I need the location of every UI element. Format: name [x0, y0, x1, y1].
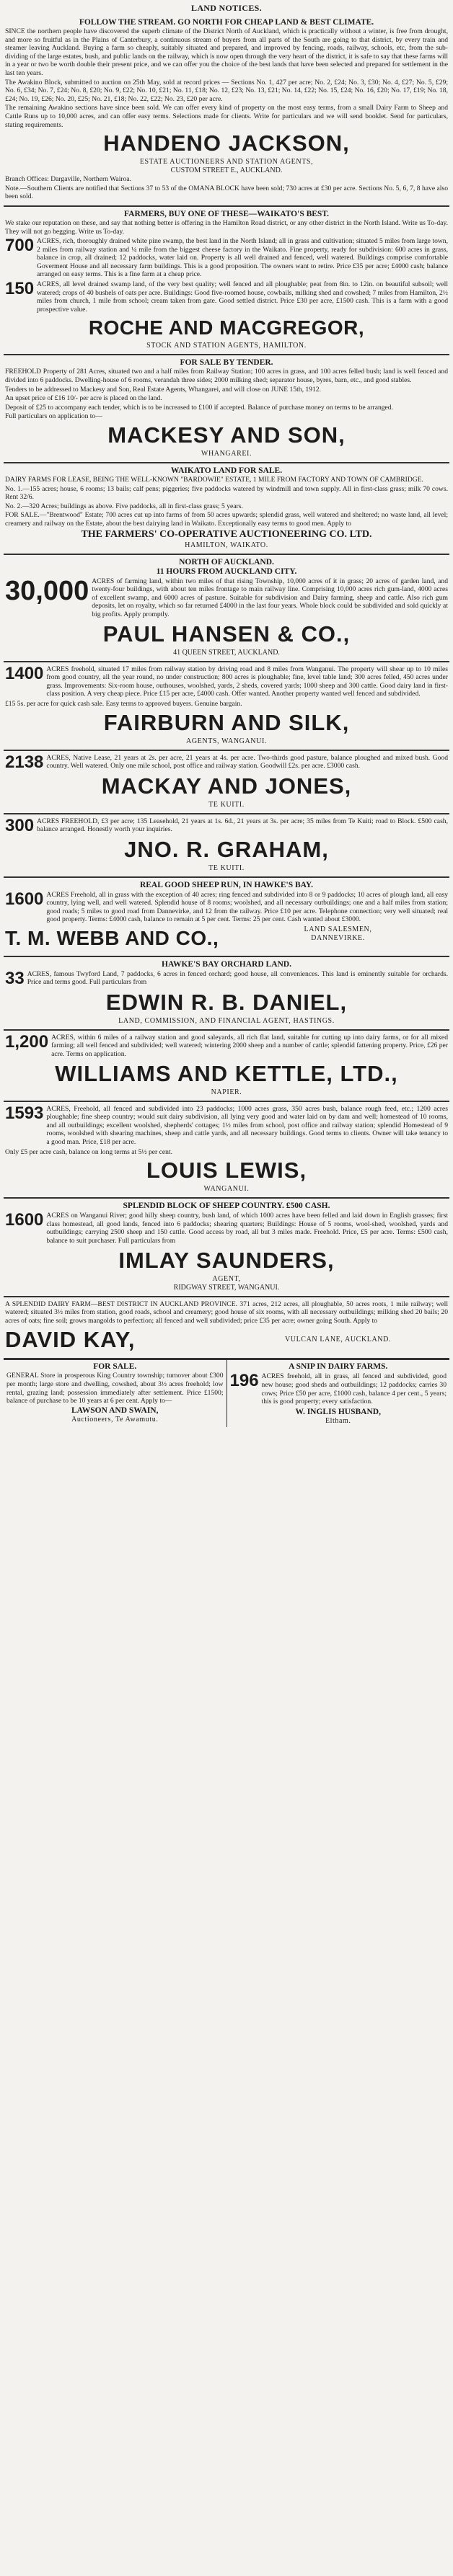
- ad-body: Branch Offices: Dargaville, Northern Wairoa.: [5, 175, 132, 184]
- listing-body: ACRES of farming land, within two miles of that rising Township, 10,000 acres of it in grass; 20 acres of garden land, and twenty-four buildings, with about ten miles frontage to main railway line. Comprising 10,000 acres rich gum-land, 4000 acres of excellent swamp, and 6000 acres of pasture. Suitable for subdivision and Dairy farming, sheep and cattle. Also rich gum deposits, let on royalty, which so far returned £4000 in the last four years. Whole block could be subdivided and sold quickly at big profits. Apply promptly.: [92, 577, 448, 618]
- ad-heading: FARMERS, BUY ONE OF THESE—WAIKATO'S BEST.: [123, 209, 330, 218]
- ad-body: We stake our reputation on these, and say that nothing better is offering in the Hamilton Road district, or any other district in the North Island. Write us To-day. They will not go begging. Write us To-day.: [5, 218, 448, 236]
- ad-heading: NORTH OF AUCKLAND.: [179, 557, 274, 567]
- ad-body: Note.—Southern Clients are notified that Sections 37 to 53 of the OMANA BLOCK have been sold; 730 acres at £30 per acre. Sections No. 5, 6, 7, 8 have also been sold.: [5, 184, 448, 201]
- ad-waikato-land: [4, 463, 449, 555]
- advertiser-name: IMLAY SAUNDERS,: [118, 1247, 335, 1273]
- advertiser-name: HANDENO JACKSON,: [103, 130, 350, 156]
- listing-body: ACRES, within 6 miles of a railway station and good saleyards, all rich flat land, suitable for cutting up into dairy farms, or for all mixed farming; all well fenced and subdivided; well watered; wintering 2000 sheep and a number of cattle; splendid fattening property. Price, £26 per acre. Terms on application.: [51, 1033, 448, 1059]
- advertiser-place: DANNEVIRKE.: [311, 933, 365, 942]
- acreage: 700: [5, 236, 35, 256]
- advertiser-name: MACKAY AND JONES,: [101, 773, 352, 799]
- listing: [5, 1104, 448, 1147]
- listing-body: ACRES, rich, thoroughly drained white pine swamp, the best land in the North Island; all in grass and cultivation; situated 5 miles from large town, 2 miles from railway station and ¼ mile from the biggest cheese factory in the Waikato. Fine property, ready for subdivision: 600 acres in grass, balance in crop, all drained; 12 paddocks, water laid on. Property is all well drained and fenced, well watered. Buildings comprise comfortable Goverment House and all necessary farm buildings. This is a good proposition. The owners want to retire. Price £35 per acre; £4000 cash; balance arranged on easy terms. This is a fine farm at a cheap price.: [37, 237, 448, 279]
- advertiser-name: LAWSON AND SWAIN,: [71, 1405, 159, 1415]
- section-title: LAND NOTICES.: [191, 3, 262, 13]
- advertiser-place: NAPIER.: [211, 1088, 242, 1096]
- advertiser-title: LAND SALESMEN,: [304, 925, 372, 933]
- advertiser-details: [228, 1325, 448, 1354]
- ad-heading: A SNIP IN DAIRY FARMS.: [289, 1362, 388, 1372]
- ad-1200-acres: [4, 1031, 449, 1102]
- ad-body: SINCE the northern people have discovered the superb climate of the District North of Auckland, which is practically without a winter, is free from drought, and more so fruitful as in the Plains of Canterbury, a continuous stream of buyers from all parts of the South are going to that district, by every train and steamer leaving Auckland. Buying a farm so cheaply, suitably situated and prepared, and improved by fencing, roads, railway, schools, etc, from the sub-dividing of the large estates, bush, and public lands on the railway, which is now open through the very heart of the district, it is safe to say that these farms will in a year or two be worth double their present price, and we can offer you the choice of the best lands that have been selected and prepared for settlement in the last ten years.: [5, 27, 448, 77]
- ad-body: FOR SALE.—"Brentwood" Estate; 700 acres cut up into farms of from 50 acres upwards; splendid grass, well watered and sheltered; no waste land, all level; creamery and railway on the Estate, about the best dairying land in Waikato. Exceptionally easy terms to good men. Apply to: [5, 511, 448, 528]
- ad-north-of-auckland: [4, 555, 449, 662]
- advertiser-name: EDWIN R. B. DANIEL,: [105, 989, 348, 1015]
- ad-snip-dairy-farms: [226, 1360, 450, 1426]
- listing: [230, 1372, 447, 1406]
- signature-row: [5, 925, 448, 952]
- ad-body: The remaining Awakino sections have since been sold. We can offer every kind of property on the most easy terms, from a small Dairy Farm to Sheep and Cattle Runs up to 10,000 acres, and can offer easy terms. Selections made for clients. Write for particulars and we will send booklet. Send for particulars, stating requirements.: [5, 104, 448, 129]
- advertiser-name: WILLIAMS AND KETTLE, LTD.,: [55, 1060, 398, 1086]
- ad-heading: HAWKE'S BAY ORCHARD LAND.: [162, 959, 291, 969]
- listing-body: ACRES, Native Lease, 21 years at 2s. per acre, 21 years at 4s. per acre. Two-thirds good pasture, balance ploughed and mixed bush. Good country. Well watered. Only one mile school, post office and railway station. Goodwill £2s. per acre. £3000 cash.: [46, 753, 448, 770]
- advertiser-name: DAVID KAY,: [5, 1327, 136, 1353]
- listing: [5, 753, 448, 772]
- ad-heading: SPLENDID BLOCK OF SHEEP COUNTRY. £500 CASH.: [123, 1202, 330, 1211]
- advertiser-title: STOCK AND STATION AGENTS, HAMILTON.: [146, 342, 307, 350]
- ad-1400-acres: [4, 662, 449, 751]
- listing-body: ACRES freehold, situated 17 miles from railway station by driving road and 8 miles from Wanganui. The property will shear up to 10 miles from good country, all the year round, no under construction; 800 acres is ploughable; fine, level table land; 300 acres felled, 450 acres under grass. Improvements: Six-room house, outhouses, woolshed, yards, 2 sheds, covered yards; 1000 sheep and 300 cattle. Good dairy land in first-class position. A very cheap piece. Price £15 per acre, £4000 cash. Offer wanted. Another property wanted well fenced and subdivided.: [46, 665, 448, 698]
- advertiser-name: T. M. WEBB AND CO.,: [5, 926, 219, 949]
- ad-300-acres: [4, 814, 449, 878]
- acreage: 1400: [5, 663, 44, 683]
- listing-body: ACRES Freehold, all in grass with the exception of 40 acres; ring fenced and subdivided into 8 or 9 paddocks; 10 acres of plough land, all easy country, lying well, and well watered. Splendid house of 8 rooms; woolshed, and all necessary outbuildings; one and a half miles from station; good roads; 5 miles to good road from Dannevirke, and 12 from the railway. Price £10 per acre. Telephone connection; very well situated; real good property. Terms: £4000 cash, balance to remain at 5 per cent. Terms: 25 per cent. Cash wanted about £3000.: [46, 890, 448, 924]
- advertiser-place: TE KUITI.: [208, 863, 245, 872]
- advertiser-title: LAND, COMMISSION, AND FINANCIAL AGENT, HASTINGS.: [118, 1016, 335, 1025]
- ad-body: Deposit of £25 to accompany each tender, which is to be increased to £100 if accepted. Balance of purchase money on terms to be arranged.: [5, 403, 393, 412]
- advertiser-name: PAUL HANSEN & CO.,: [102, 621, 351, 647]
- listing: [5, 890, 448, 925]
- ad-body: Full particulars on application to—: [5, 412, 102, 421]
- advertiser-name: LOUIS LEWIS,: [146, 1158, 307, 1183]
- ad-heading: REAL GOOD SHEEP RUN, IN HAWKE'S BAY.: [139, 880, 314, 889]
- advertiser-name: MACKESY AND SON,: [107, 422, 346, 448]
- ad-heading: WAIKATO LAND FOR SALE.: [170, 466, 283, 475]
- acreage: 1593: [5, 1103, 44, 1123]
- advertiser-address: RIDGWAY STREET, WANGANUI.: [173, 1283, 280, 1292]
- advertiser-place: HAMILTON, WAIKATO.: [185, 541, 268, 549]
- advertiser-address: 41 QUEEN STREET, AUCKLAND.: [173, 648, 280, 657]
- ad-body: A SPLENDID DAIRY FARM—BEST DISTRICT IN AUCKLAND PROVINCE. 371 acres, 212 acres, all ploughable, 50 acres roots, 1 mile railway; well watered; situated 3½ miles from station, good roads, school and creamery; good house of six rooms, with all necessary outbuildings; milking shed 20 bails; 20 acres of oats; fine soil; grows mangolds to perfection; all fenced and well subdivided; price £35 per acre; owner going South. Apply to: [5, 1300, 448, 1325]
- ad-body: No. 2.—320 Acres; buildings as above. Five paddocks, all in first-class grass; 5 years.: [5, 502, 243, 510]
- advertiser-name: W. INGLIS HUSBAND,: [295, 1407, 381, 1416]
- listing: [5, 969, 448, 988]
- listing: [5, 280, 448, 314]
- advertiser-details: [228, 925, 448, 952]
- ad-body: FREEHOLD Property of 281 Acres, situated two and a half miles from Railway Station; 100 acres in grass, and 100 acres felled bush; land is well fenced and divided into 6 paddocks. Dwelling-house of 6 rooms, verandah three sides; 2000 milking shed; separator house, byres, barn, etc., and good stables.: [5, 368, 448, 385]
- advertiser-place: TE KUITI.: [208, 800, 245, 809]
- ad-2138-acres: [4, 751, 449, 814]
- listing-body: ACRES FREEHOLD, £3 per acre; 135 Leasehold, 21 years at 1s. 6d., 21 years at 3s. per acre; 35 miles from Te Kuiti; road to Block. £500 cash, balance arranged. Honestly worth your inquiries.: [37, 817, 448, 834]
- advertiser-place: WHANGAREI.: [201, 450, 252, 458]
- ad-sale-by-tender: [4, 355, 449, 463]
- advertiser-name: ROCHE AND MACGREGOR,: [88, 316, 365, 339]
- ad-body: Tenders to be addressed to Mackesy and Son, Real Estate Agents, Whangarei, and will close on JUNE 15th, 1912.: [5, 385, 321, 394]
- acreage: 150: [5, 279, 35, 299]
- listing-body: ACRES on Wanganui River; good hilly sheep country, bush land, of which 1000 acres have been felled and laid down in English grasses; first class homestead, all good lands, fenced into 6 paddocks; shearing quarters; Buildings: House of 5 rooms, wool-shed, woolshed, yards and outbuildings; carrying 2500 sheep and 150 cattle. Good access by road, all but 3 miles made. Freehold. Price, £5 per acre. Terms: £500 cash, balance to suit purchaser. Full particulars from: [46, 1212, 448, 1245]
- ad-heading: FOR SALE BY TENDER.: [180, 358, 273, 368]
- listing: [5, 1033, 448, 1060]
- advertiser-place: Eltham.: [325, 1416, 351, 1425]
- ad-heading: FOR SALE.: [93, 1362, 137, 1372]
- acreage: 33: [5, 968, 25, 988]
- listing-body: ACRES, famous Twyford Land, 7 paddocks, 6 acres in fenced orchard; good house, all conveniences. This land is eminently suitable for orchards. Price and terms good. Full particulars from: [27, 969, 448, 987]
- ad-body: £15 5s. per acre for quick cash sale. Easy terms to approved buyers. Genuine bargain.: [5, 699, 242, 708]
- listing: [5, 1211, 448, 1245]
- ad-splendid-dairy-farm: [4, 1297, 449, 1360]
- ad-waikato-best: [4, 207, 449, 356]
- advertiser-address: VULCAN LANE, AUCKLAND.: [284, 1336, 392, 1344]
- ad-subheading: 11 HOURS FROM AUCKLAND CITY.: [156, 567, 297, 576]
- advertiser-place: AGENTS, WANGANUI.: [186, 737, 267, 745]
- ad-hawkes-bay-sheep-run: [4, 878, 449, 957]
- advertiser-name: FAIRBURN AND SILK,: [103, 709, 350, 735]
- acreage: 30,000: [5, 575, 89, 606]
- advertiser-address: CUSTOM STREET E., AUCKLAND.: [170, 166, 283, 175]
- listing: [5, 236, 448, 280]
- ad-1593-acres: [4, 1102, 449, 1199]
- ad-orchard-land: [4, 957, 449, 1031]
- ad-body: No. 1.—155 acres; house, 6 rooms; 13 bails; calf pens; piggeries; five paddocks watered by windmill and town supply. All in first-class grass; milk 70 cows. Rent 32/6.: [5, 484, 448, 502]
- ad-follow-the-stream: [4, 15, 449, 207]
- ad-heading: FOLLOW THE STREAM. GO NORTH FOR CHEAP LAND & BEST CLIMATE.: [79, 18, 374, 27]
- acreage: 300: [5, 815, 35, 835]
- listing-body: ACRES, Freehold, all fenced and subdivided into 23 paddocks; 1000 acres grass, 350 acres bush, balance rough feed, etc.; 1200 acres ploughable; fine sheep country; would suit dairy subdivision, all lying very good and water laid on by dam and well; homestead of 10 rooms, and all outbuildings; excellent woolshed, shepherds' cottages; 1½ miles from school, post office and railway station; splendid Homestead of 9 rooms, woolshed with shearing machines, sheep and cattle yards, and all necessary buildings. Good terms to clients. Owner will take tenancy to a good man. Price, £18 per acre.: [46, 1104, 448, 1147]
- ad-sheep-country: [4, 1199, 449, 1297]
- ad-body: DAIRY FARMS FOR LEASE, BEING THE WELL-KNOWN "BARDOWIE" ESTATE, 1 MILE FROM FACTORY AND TOWN OF CAMBRIDGE.: [5, 476, 423, 484]
- advertiser-title: AGENT,: [212, 1274, 241, 1283]
- ad-general-store: [4, 1360, 226, 1426]
- bottom-ads: [4, 1359, 449, 1426]
- listing: [5, 817, 448, 835]
- advertiser-place: WANGANUI.: [203, 1185, 250, 1194]
- acreage: 196: [229, 1371, 259, 1391]
- acreage: 1600: [5, 1210, 44, 1230]
- listing: [5, 577, 448, 620]
- signature-row: [5, 1325, 448, 1354]
- acreage: 1600: [5, 889, 44, 909]
- ad-body: The Awakino Block, submitted to auction on 25th May, sold at record prices — Sections No. 1, 427 per acre; No. 2, £24; No. 3, £30; No. 4, £27; No. 5, £29; No. 6, £34; No. 7, £24; No. 8, £20; No. 9, £22; No. 10, £21; No. 11, £18; No. 12, £23; No. 13, £21; No. 14, £22; No. 15, £24; No. 16, £20; No. 17, £19; No. 18, £24; No. 19, £26; No. 20, £25; No. 21, £18; No. 22, £22; No. 23, £20 per acre.: [5, 78, 448, 103]
- listing-body: ACRES, all level drained swamp land, of the very best quality; well fenced and all ploughable; peat from 8in. to 12in. on beautiful subsoil; well watered; crops of 40 bushels of oats per acre. Buildings: Good five-roomed house, cowbails, milking shed and cowshed; 7 miles from Hamilton, 2½ miles from church, 1 mile from school; cream taken from gate. Good settled district. Price £30 per acre, £1500 cash. This is a farm with a good prospective value.: [37, 280, 448, 314]
- acreage: 2138: [5, 752, 44, 772]
- advertiser-name: JNO. R. GRAHAM,: [124, 836, 329, 862]
- ad-body: An upset price of £16 10/- per acre is placed on the land.: [5, 394, 162, 403]
- ad-body: GENERAL Store in prosperous King Country township; turnover about £300 per month; large store and dwelling, cowshed, about 3½ acres freehold; low rental, grazing land; possession immediately after settlement. Price £1500; balance of purchase to be 10 years at 6 per cent. Apply to—: [6, 1372, 224, 1405]
- advertiser-place: Auctioneers, Te Awamutu.: [71, 1415, 159, 1424]
- advertiser-title: ESTATE AUCTIONEERS AND STATION AGENTS,: [139, 158, 314, 166]
- listing-body: ACRES freehold, all in grass, all fenced and subdivided, good new house; good sheds and outbuildings; 12 paddocks; carries 30 cows; Price £50 per acre, £1000 cash, balance 4 per cent., 5 years; this is good property; every satisfaction.: [261, 1372, 447, 1406]
- advertiser-name: THE FARMERS' CO-OPERATIVE AUCTIONEERING CO. LTD.: [81, 528, 372, 540]
- acreage: 1,200: [5, 1031, 49, 1052]
- ad-body: Only £5 per acre cash, balance on long terms at 5½ per cent.: [5, 1147, 173, 1156]
- listing: [5, 665, 448, 699]
